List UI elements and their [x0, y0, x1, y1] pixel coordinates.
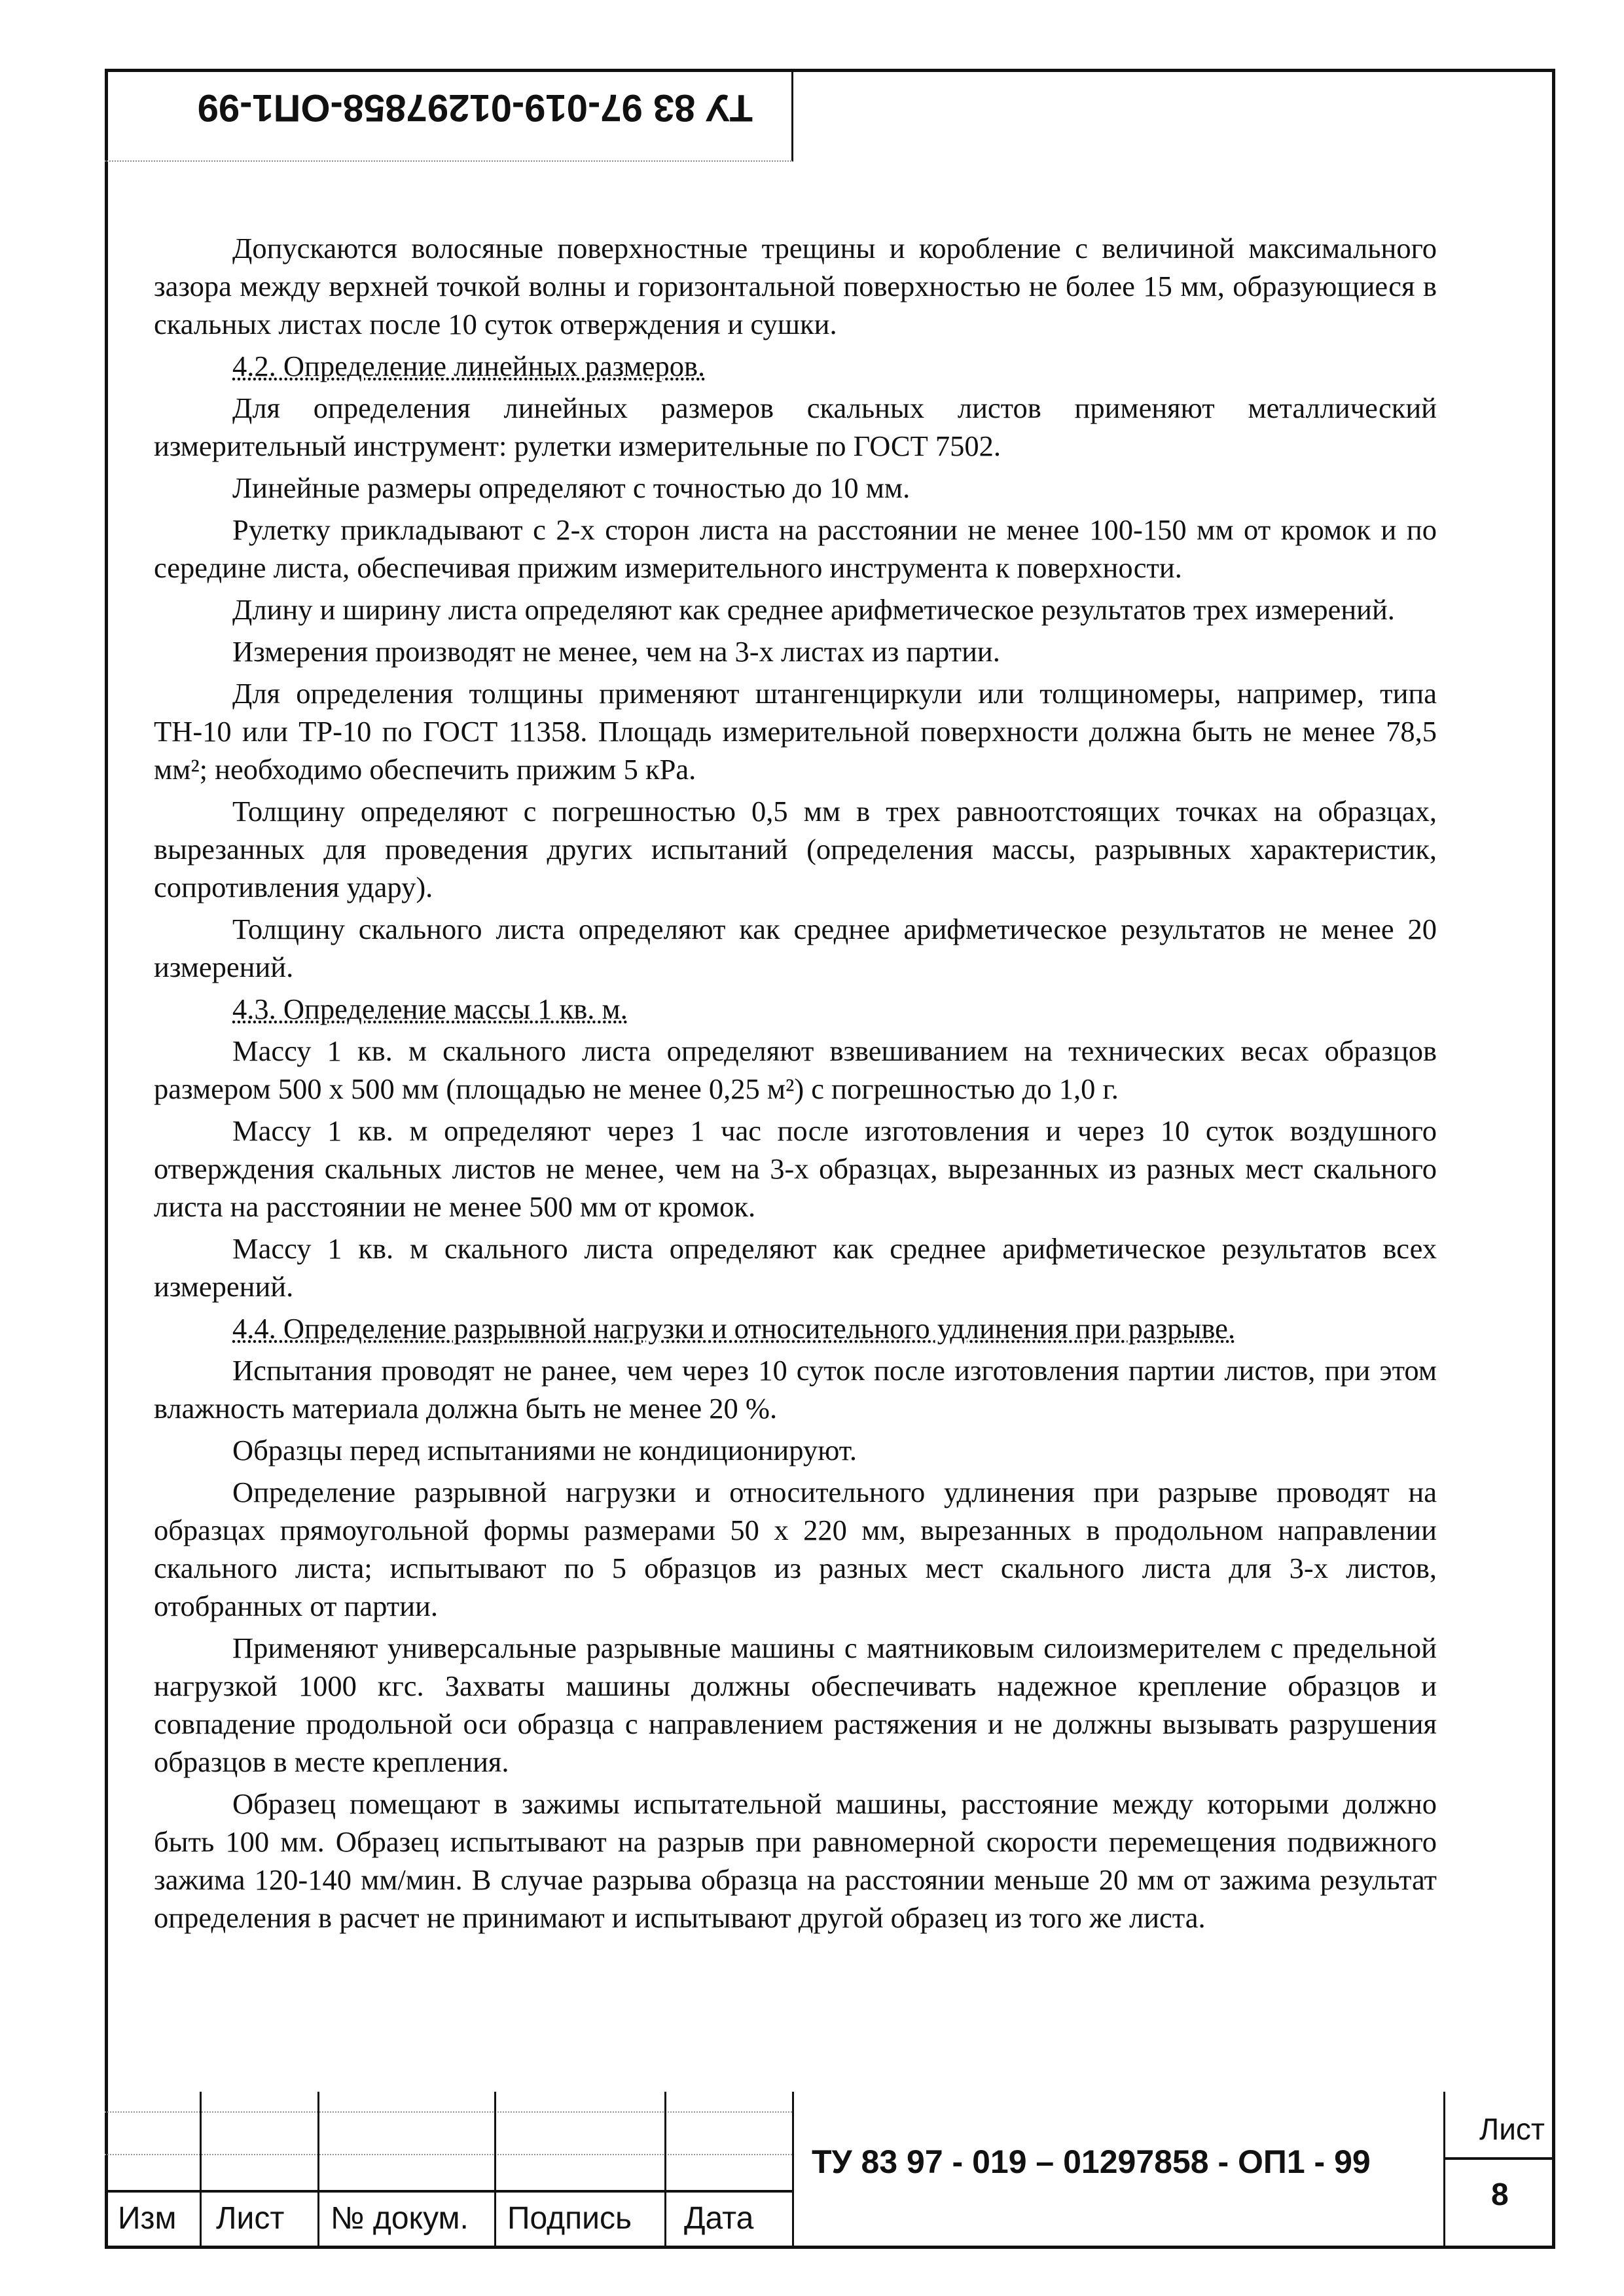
paragraph: Допускаются волосяные поверхностные трещины и коробление с величиной максимального зазора между верхней точкой волны и горизонтальной поверхностью не более 15 мм, образующиеся в скальных листах после 10 суток отверждения и сушки. [154, 232, 1437, 340]
paragraph: Толщину скального листа определяют как среднее арифметическое результатов не менее 20 измерений. [154, 913, 1437, 983]
paragraph: Образцы перед испытаниями не кондиционируют. [232, 1434, 857, 1467]
paragraph: Испытания проводят не ранее, чем через 10 суток после изготовления партии листов, при этом влажность материала должна быть не менее 20 %. [154, 1354, 1437, 1425]
stamp-col-date: Дата [684, 2201, 754, 2236]
stamp-dotted-row [105, 2111, 792, 2113]
paragraph: Применяют универсальные разрывные машины с маятниковым силоизмерителем с предельной нагрузкой 1000 кгс. Захваты машины должны обеспечивать надежное крепление образцов и совпадение продольной оси образца с направлением растяжения и не должны вызывать разрушения образцов в месте крепления. [154, 1631, 1437, 1778]
paragraph: Определение разрывной нагрузки и относительного удлинения при разрыве проводят на образцах прямоугольной формы размерами 50 х 220 мм, вырезанных в продольном направлении скального листа; испытывают по 5 образцов из разных мест скального листа для 3-х листов, отобранных от партии. [154, 1476, 1437, 1622]
paragraph: Измерения производят не менее, чем на 3-х листах из партии. [232, 635, 1000, 668]
stamp-divider [105, 2190, 792, 2193]
paragraph: Толщину определяют с погрешностью 0,5 мм в трех равноотстоящих точках на образцах, вырезанных для проведения других испытаний (определения массы, разрывных характеристик, сопротивления удару). [154, 795, 1437, 903]
stamp-document-code: ТУ 83 97 - 019 – 01297858 - ОП1 - 99 [812, 2143, 1371, 2180]
paragraph: Рулетку прикладывают с 2-х сторон листа на расстоянии не менее 100-150 мм от кромок и по середине листа, обеспечивая прижим измерительного инструмента к поверхности. [154, 513, 1437, 584]
rotated-document-code: ТУ 83 97-019-01297858-ОП1-99 [197, 86, 753, 129]
top-code-box [105, 69, 793, 162]
paragraph: Массу 1 кв. м определяют через 1 час после изготовления и через 10 суток воздушного отверждения скальных листов не менее, чем на 3-х образцах, вырезанных из разных мест скального листа на расстоянии не менее 500 мм от кромок. [154, 1114, 1437, 1223]
stamp-col-izm: Изм [118, 2201, 177, 2236]
paragraph: Для определения линейных размеров скальных листов применяют металлический измерительный инструмент: рулетки измерительные по ГОСТ 7502. [154, 392, 1437, 462]
sheet-number: 8 [1491, 2178, 1509, 2212]
paragraph: Для определения толщины применяют штангенциркули или толщиномеры, например, типа ТН-10 или ТР-10 по ГОСТ 11358. Площадь измерительной поверхности должна быть не менее 78,5 мм²; необходимо обеспечить прижим 5 кРа. [154, 677, 1437, 786]
section-heading: 4.4. Определение разрывной нагрузки и относительного удлинения при разрыве. [232, 1312, 1236, 1345]
stamp-col-sign: Подпись [507, 2201, 632, 2236]
paragraph: Образец помещают в зажимы испытательной машины, расстояние между которыми должно быть 100 мм. Образец испытывают на разрыв при равномерной скорости перемещения подвижного зажима 120-140 мм/мин. В случае разрыва образца на расстоянии меньше 20 мм от зажима результат определения в расчет не принимают и испытывают другой образец из того же листа. [154, 1787, 1437, 1934]
title-block [105, 2092, 1555, 2249]
section-heading: 4.2. Определение линейных размеров. [232, 350, 706, 382]
paragraph: Массу 1 кв. м скального листа определяют взвешиванием на технических весах образцов размером 500 х 500 мм (площадью не менее 0,25 м²) с погрешностью до 1,0 г. [154, 1034, 1437, 1105]
stamp-divider [664, 2092, 666, 2249]
stamp-col-list: Лист [216, 2201, 285, 2236]
document-body [154, 229, 1437, 1941]
stamp-col-doc: № докум. [331, 2201, 469, 2236]
stamp-divider [200, 2092, 202, 2249]
stamp-dotted-row [105, 2154, 792, 2155]
section-heading: 4.3. Определение массы 1 кв. м. [232, 993, 628, 1025]
sheet-label: Лист [1479, 2112, 1545, 2146]
stamp-divider [792, 2092, 794, 2249]
paragraph: Массу 1 кв. м скального листа определяют как среднее арифметическое результатов всех измерений. [154, 1232, 1437, 1303]
paragraph: Длину и ширину листа определяют как среднее арифметическое результатов трех измерений. [232, 593, 1395, 626]
stamp-divider [494, 2092, 496, 2249]
paragraph: Линейные размеры определяют с точностью до 10 мм. [232, 471, 911, 504]
stamp-divider [317, 2092, 319, 2249]
